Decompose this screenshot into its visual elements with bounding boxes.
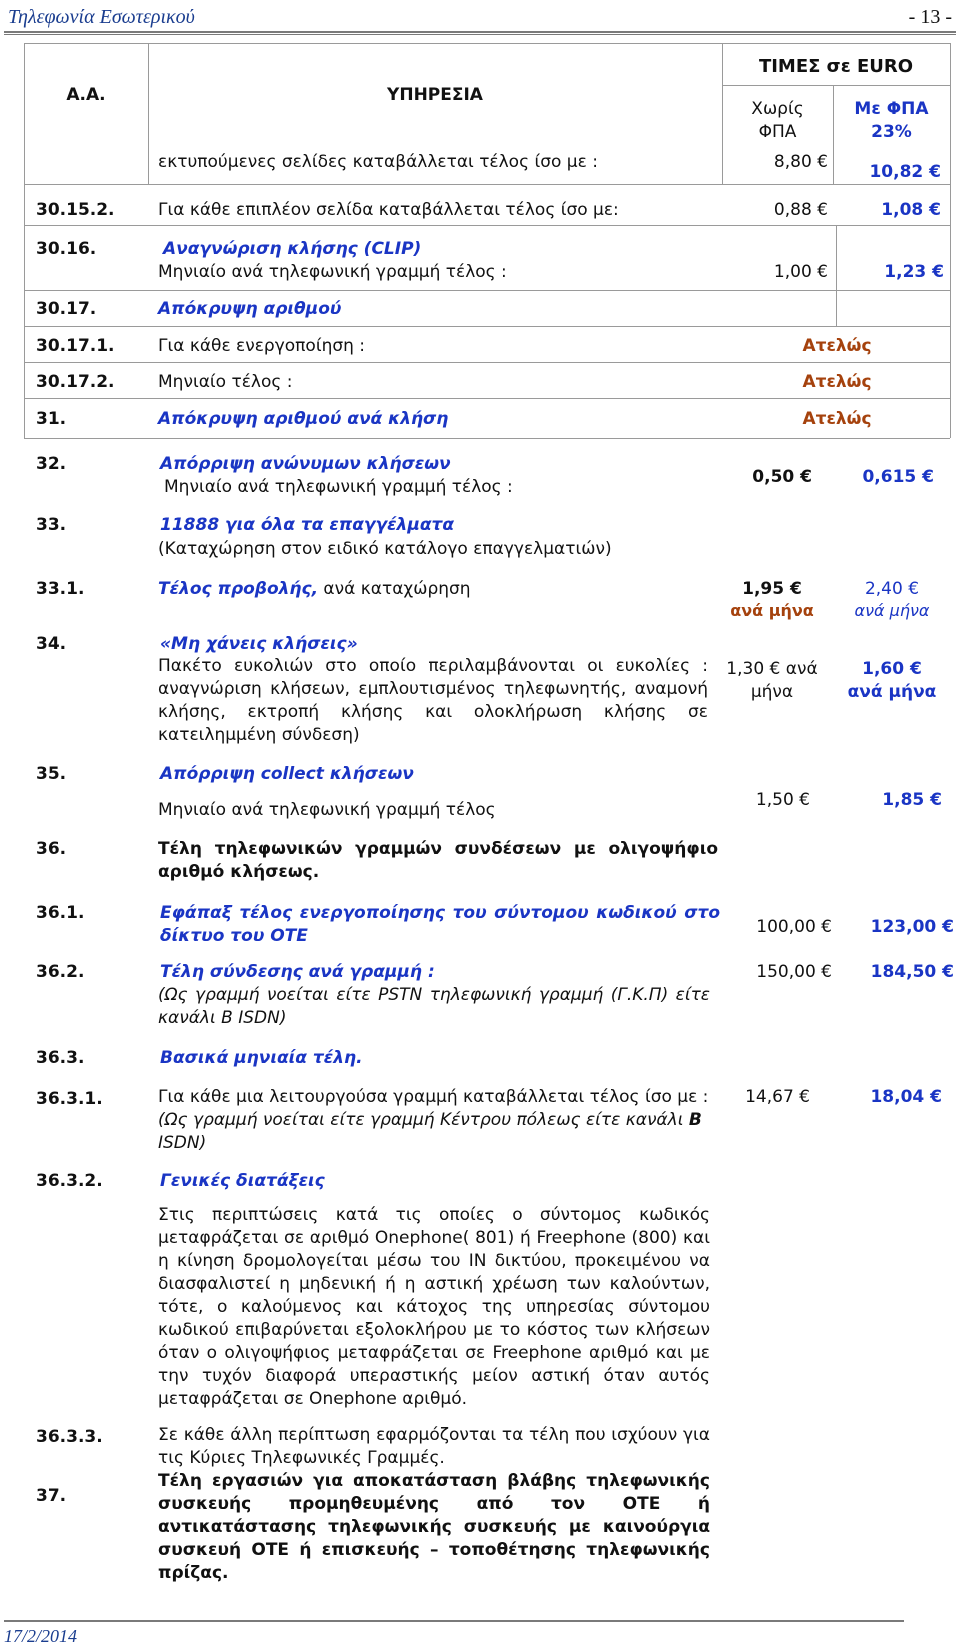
row-30-17-2-text: Μηνιαίο τέλος : xyxy=(158,372,293,392)
row-32-title: Απόρριψη ανώνυμων κλήσεων xyxy=(160,454,451,474)
row-35-text: Μηνιαίο ανά τηλεφωνική γραμμή τέλος xyxy=(158,800,496,820)
page-header-title: Τηλεφωνία Εσωτερικού xyxy=(8,6,195,28)
row-34-price-with-vat-unit: ανά μήνα xyxy=(847,682,937,702)
row-36-title: Τέλη τηλεφωνικών γραμμών συνδέσεων με ολιγοψήφιο αριθμό κλήσεως. xyxy=(158,839,718,882)
col-header-service: ΥΠΗΡΕΣΙΑ xyxy=(387,85,483,105)
row-36-3-1-note-b: B xyxy=(688,1110,702,1130)
row-36-1-number: 36.1. xyxy=(36,903,85,923)
row-33-1-price-no-vat-unit: ανά μήνα xyxy=(730,601,814,620)
row-36-2-text: (Ως γραμμή νοείται είτε PSTN τηλεφωνική γραμμή (Γ.Κ.Π) είτε κανάλι B ISDN) xyxy=(158,985,710,1028)
col-header-aa: Α.Α. xyxy=(66,85,106,105)
row-35-price-with-vat: 1,85 € xyxy=(882,790,942,810)
row-36-3-3-text: Σε κάθε άλλη περίπτωση εφαρμόζονται τα τέλη που ισχύουν για τις Κύριες Τηλεφωνικές Γραμμές. xyxy=(158,1425,710,1468)
row-32-price-no-vat: 0,50 € xyxy=(752,467,812,487)
row-30-15-2-number: 30.15.2. xyxy=(36,200,115,220)
row-36-2-price-with-vat: 184,50 € xyxy=(870,962,954,982)
row-30-16-title: Αναγνώριση κλήσης (CLIP) xyxy=(163,239,422,259)
row-30-17-title: Απόκρυψη αριθμού xyxy=(158,299,342,319)
row-32-price-with-vat: 0,615 € xyxy=(862,467,934,487)
row-36-3-2-title: Γενικές διατάξεις xyxy=(160,1171,325,1191)
row-35-number: 35. xyxy=(36,764,67,784)
row-36-3-1-note-a: (Ως γραμμή νοείται είτε γραμμή Κέντρου πόλεως είτε κανάλι xyxy=(158,1110,689,1130)
row-36-3-3-number: 36.3.3. xyxy=(36,1427,103,1447)
page-number: - 13 - xyxy=(908,6,952,28)
row-31-number: 31. xyxy=(36,409,67,429)
row-33-1-title: Τέλος προβολής, xyxy=(158,579,319,599)
row-33-title: 11888 για όλα τα επαγγέλματα xyxy=(160,515,455,535)
row-35-price-no-vat: 1,50 € xyxy=(755,790,810,810)
col-header-no-vat-line1: Χωρίς xyxy=(751,99,804,119)
row-36-1-price-with-vat: 123,00 € xyxy=(870,917,954,937)
row-intro-price-no-vat: 8,80 € xyxy=(773,152,828,172)
row-34-price-with-vat: 1,60 € xyxy=(862,659,922,679)
row-36-3-1-price-no-vat: 14,67 € xyxy=(745,1087,810,1107)
row-33-1-line xyxy=(158,578,471,600)
row-30-17-2-price: Ατελώς xyxy=(802,372,872,392)
row-36-3-1-text: Για κάθε μια λειτουργούσα γραμμή καταβάλλεται τέλος ίσο με : xyxy=(158,1087,709,1107)
row-33-1-price-with-vat: 2,40 € xyxy=(864,579,920,599)
footer-date: 17/2/2014 xyxy=(4,1626,78,1646)
row-31-price: Ατελώς xyxy=(802,409,872,429)
row-30-15-2-text: Για κάθε επιπλέον σελίδα καταβάλλεται τέλος ίσο με: xyxy=(158,200,619,220)
row-30-17-number: 30.17. xyxy=(36,299,97,319)
row-32-number: 32. xyxy=(36,454,67,474)
row-36-2-price-no-vat: 150,00 € xyxy=(756,962,832,982)
col-header-prices: ΤΙΜΕΣ σε EURO xyxy=(758,56,914,77)
row-30-16-price-with-vat: 1,23 € xyxy=(884,262,944,282)
row-37-number: 37. xyxy=(36,1486,67,1506)
row-31-title: Απόκρυψη αριθμού ανά κλήση xyxy=(158,409,449,429)
row-36-3-number: 36.3. xyxy=(36,1048,85,1068)
row-37-text: Τέλη εργασιών για αποκατάσταση βλάβης τηλεφωνικής συσκευής προμηθευμένης από τον ΟΤΕ ή αντικατάστασης τηλεφωνικής συσκευής με καινούργια συσκευή ΟΤΕ ή επισκευής – τοποθέτησης τηλεφωνικής πρίζας. xyxy=(158,1471,710,1583)
row-30-15-2-price-no-vat: 0,88 € xyxy=(773,200,828,220)
row-36-3-1-number: 36.3.1. xyxy=(36,1089,103,1109)
row-36-3-title: Βασικά μηνιαία τέλη. xyxy=(160,1048,363,1068)
row-34-price-no-vat: 1,30 € ανά xyxy=(726,659,818,679)
row-36-1-title: Εφάπαξ τέλος ενεργοποίησης του σύντομου κωδικού στο δίκτυο του ΟΤΕ xyxy=(160,903,720,946)
row-36-3-1-note-c: ISDN) xyxy=(158,1133,207,1153)
footer-rule xyxy=(4,1620,904,1622)
row-intro-price-with-vat: 10,82 € xyxy=(869,162,941,182)
row-30-17-1-price: Ατελώς xyxy=(802,336,872,356)
row-34-price-no-vat-unit: μήνα xyxy=(750,682,794,702)
row-36-2-title: Τέλη σύνδεσης ανά γραμμή : xyxy=(160,962,435,982)
header-rule xyxy=(4,31,956,33)
row-32-text: Μηνιαίο ανά τηλεφωνική γραμμή τέλος : xyxy=(164,477,513,497)
row-30-15-2-price-with-vat: 1,08 € xyxy=(881,200,941,220)
row-36-number: 36. xyxy=(36,839,67,859)
row-30-17-1-text: Για κάθε ενεργοποίηση : xyxy=(158,336,366,356)
row-36-3-2-number: 36.3.2. xyxy=(36,1171,103,1191)
row-36-1-price-no-vat: 100,00 € xyxy=(756,917,832,937)
row-33-number: 33. xyxy=(36,515,67,535)
row-36-3-2-text: Στις περιπτώσεις κατά τις οποίες ο σύντομος κωδικός μεταφράζεται σε αριθμό Onephone( 801) ή Freephone (800) και η κίνηση δρομολογείται μέσω του IN δικτύου, προκειμένου να διασφαλιστεί η μηδενική ή η αστική χρέωση των καλούντων, τότε, ο καλούμενος και κάτοχος της υπηρεσίας σύντομου κωδικού επιβαρύνεται εξολοκλήρου με το κόστος των κλήσεων όταν ο ολιγοψήφιος μεταφράζεται σε Freephone αριθμό και με την τυχόν διαφορά υπεραστικής μείον αστική όταν αυτός μεταφράζεται σε Onephone αριθμό. xyxy=(158,1205,710,1409)
row-33-1-number: 33.1. xyxy=(36,579,85,599)
row-34-number: 34. xyxy=(36,634,67,654)
row-33-1-text: ανά καταχώρηση xyxy=(318,579,471,599)
row-30-16-price-no-vat: 1,00 € xyxy=(773,262,828,282)
row-33-1-price-no-vat: 1,95 € xyxy=(742,579,802,599)
row-36-3-1-note xyxy=(158,1109,702,1131)
col-header-with-vat-line2: 23% xyxy=(871,122,912,142)
col-header-no-vat-line2: ΦΠΑ xyxy=(758,122,797,142)
row-30-16-number: 30.16. xyxy=(36,239,97,259)
row-33-text: (Καταχώρηση στον ειδικό κατάλογο επαγγελματιών) xyxy=(158,539,612,559)
header-rule-thin xyxy=(4,34,956,35)
row-30-16-text: Μηνιαίο ανά τηλεφωνική γραμμή τέλος : xyxy=(158,262,507,282)
row-34-title: «Μη χάνεις κλήσεις» xyxy=(160,634,358,654)
row-35-title: Απόρριψη collect κλήσεων xyxy=(160,764,414,784)
row-36-3-1-price-with-vat: 18,04 € xyxy=(870,1087,942,1107)
row-intro-text: εκτυπούμενες σελίδες καταβάλλεται τέλος ίσο με : xyxy=(158,152,598,172)
col-header-with-vat-line1: Με ΦΠΑ xyxy=(854,99,929,119)
row-36-2-number: 36.2. xyxy=(36,962,85,982)
row-33-1-price-with-vat-unit: ανά μήνα xyxy=(854,601,930,620)
row-30-17-1-number: 30.17.1. xyxy=(36,336,115,356)
row-34-text: Πακέτο ευκολιών στο οποίο περιλαμβάνονται οι ευκολίες : αναγνώριση κλήσεων, εμπλουτισμένος τηλεφωνητής, αναμονή κλήσης, εκτροπή κλήσης και ολοκλήρωση κλήσης σε κατειλημμένη σύνδεση) xyxy=(158,656,708,745)
row-30-17-2-number: 30.17.2. xyxy=(36,372,115,392)
